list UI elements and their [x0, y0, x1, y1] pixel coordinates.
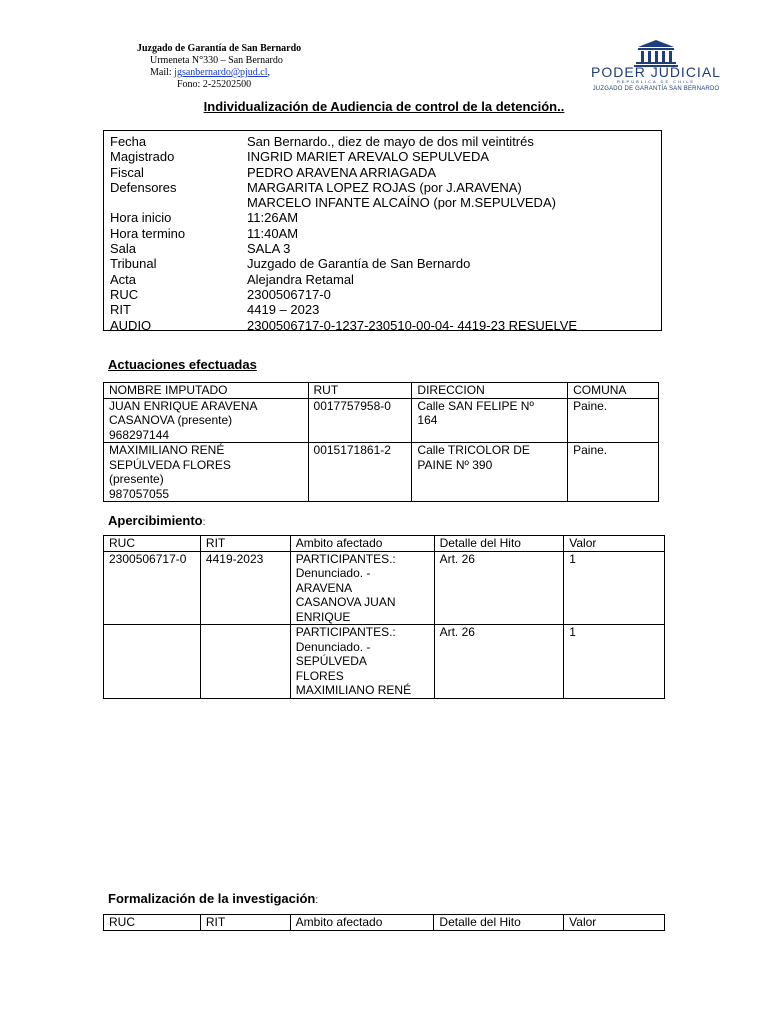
info-row: [110, 210, 655, 225]
rut-cell: 0015171861-2: [308, 443, 412, 502]
info-value: 4419 – 2023: [247, 302, 320, 318]
cell-line: ENRIQUE: [295, 609, 351, 624]
cell-line: CASANOVA (presente): [109, 413, 233, 427]
table-header-row: [104, 536, 665, 552]
direccion-cell: [412, 398, 568, 443]
info-key: Fecha: [110, 134, 147, 149]
info-value: 11:40AM: [247, 225, 299, 241]
info-key: Fiscal: [110, 164, 144, 180]
info-key: Tribunal: [110, 256, 157, 272]
detalle-cell: Art. 26: [434, 625, 564, 699]
info-row: [110, 256, 655, 271]
info-key: Hora inicio: [110, 210, 172, 226]
valor-cell: 1: [564, 625, 665, 699]
table-header-cell: NOMBRE IMPUTADO: [104, 383, 309, 399]
info-row: [110, 287, 655, 302]
info-key: Acta: [110, 271, 137, 287]
info-value: INGRID MARIET AREVALO SEPULVEDA: [247, 149, 490, 165]
info-row: [110, 165, 655, 180]
table-row: [104, 443, 659, 502]
ambito-cell: [290, 551, 434, 625]
cell-line: PARTICIPANTES.:: [295, 625, 396, 639]
table-row: [104, 625, 665, 699]
table-header-cell: Valor: [564, 915, 665, 931]
table-header-cell: Detalle del Hito: [434, 536, 564, 552]
table-header-cell: RUT: [308, 383, 412, 399]
info-key: Hora termino: [110, 225, 186, 241]
info-value: San Bernardo., diez de mayo de dos mil veintitrés: [247, 134, 534, 149]
cell-line: Calle SAN FELIPE Nº: [417, 398, 534, 413]
info-row: [110, 272, 655, 287]
actuaciones-table: [103, 382, 659, 502]
info-key: Defensores: [110, 179, 177, 195]
hearing-info-box: [103, 130, 662, 331]
info-row: [110, 302, 655, 317]
cell-line: Denunciado. -: [295, 566, 371, 580]
document-title: Individualización de Audiencia de control de la detención..: [203, 99, 565, 114]
apercibimiento-table: [103, 535, 665, 699]
apercibimiento-label: Apercibimiento: [108, 513, 203, 528]
logo-subtitle: JUZGADO DE GARANTÍA SAN BERNARDO: [592, 86, 720, 92]
cell-line: 164: [417, 413, 438, 427]
table-header-cell: RIT: [200, 915, 290, 931]
cell-line: MAXIMILIANO RENÉ: [295, 683, 412, 697]
imputado-name-cell: [104, 398, 309, 443]
ambito-cell: [290, 625, 434, 699]
info-row: [110, 134, 655, 149]
cell-line: Calle TRICOLOR DE: [417, 443, 530, 457]
formalizacion-label: Formalización de la investigación: [108, 891, 316, 906]
info-value: MARGARITA LOPEZ ROJAS (por J.ARAVENA): [247, 179, 522, 195]
table-row: [104, 551, 665, 625]
court-address: Urmeneta N°330 – San Bernardo: [150, 55, 283, 66]
info-key: AUDIO: [110, 317, 152, 333]
info-key: RIT: [110, 302, 131, 318]
table-header-row: [104, 383, 659, 399]
detalle-cell: Art. 26: [434, 551, 564, 625]
imputado-name-cell: [104, 443, 309, 502]
info-value: MARCELO INFANTE ALCAÍNO (por M.SEPULVEDA): [247, 195, 556, 211]
table-header-cell: DIRECCION: [412, 383, 568, 399]
info-row: [110, 226, 655, 241]
ruc-cell: [104, 625, 201, 699]
poder-judicial-logo: [578, 38, 734, 92]
info-key: RUC: [110, 286, 139, 302]
info-row: [110, 180, 655, 195]
table-header-row: [104, 915, 665, 931]
mail-label: Mail:: [150, 67, 175, 78]
info-key: Sala: [110, 241, 137, 257]
cell-line: JUAN ENRIQUE ARAVENA: [109, 398, 258, 413]
info-value: 2300506717-0: [247, 286, 331, 302]
cell-line: SEPÚLVEDA FLORES: [109, 457, 231, 472]
table-header-cell: Detalle del Hito: [434, 915, 564, 931]
info-value: Alejandra Retamal: [247, 271, 354, 287]
info-value: Juzgado de Garantía de San Bernardo: [247, 256, 471, 272]
apercibimiento-title: [108, 513, 205, 528]
info-value: SALA 3: [247, 241, 291, 257]
comuna-cell: Paine.: [568, 443, 659, 502]
cell-line: MAXIMILIANO RENÉ: [109, 443, 225, 457]
comuna-cell: Paine.: [568, 398, 659, 443]
formalizacion-title: [108, 891, 318, 906]
table-header-cell: Ambito afectado: [290, 915, 434, 931]
cell-line: (presente): [109, 472, 164, 486]
rut-cell: 0017757958-0: [308, 398, 412, 443]
info-row: [110, 241, 655, 256]
court-mail-line: [137, 67, 301, 79]
cell-line: PARTICIPANTES.:: [295, 551, 396, 566]
table-row: [104, 398, 659, 443]
direccion-cell: [412, 443, 568, 502]
court-phone: Fono: 2-25202500: [177, 79, 252, 90]
formalizacion-table: [103, 914, 665, 931]
cell-line: FLORES: [295, 668, 344, 683]
info-value: 11:26AM: [247, 210, 299, 226]
formalizacion-colon: :: [315, 895, 319, 906]
logo-republic: REPÚBLICA DE CHILE: [616, 79, 695, 84]
table-header-cell: RIT: [200, 536, 290, 552]
logo-title: PODER JUDICIAL: [591, 64, 721, 80]
info-value: PEDRO ARAVENA ARRIAGADA: [247, 164, 437, 180]
cell-line: ARAVENA: [295, 580, 353, 595]
table-header-cell: RUC: [104, 536, 201, 552]
mail-suffix: ,: [267, 67, 271, 78]
cell-line: Denunciado. -: [295, 639, 371, 654]
info-value: 2300506717-0-1237-230510-00-04- 4419-23 RESUELVE: [247, 317, 578, 333]
court-header: [137, 43, 301, 91]
info-key: [110, 195, 247, 210]
table-header-cell: Ambito afectado: [290, 536, 434, 552]
cell-line: 987057055: [109, 486, 170, 501]
cell-line: PAINE Nº 390: [417, 457, 493, 472]
ruc-cell: 2300506717-0: [104, 551, 201, 625]
court-name: Juzgado de Garantía de San Bernardo: [137, 43, 302, 54]
info-row: [110, 195, 655, 210]
table-header-cell: Valor: [564, 536, 665, 552]
table-header-cell: COMUNA: [568, 383, 659, 399]
rit-cell: 4419-2023: [200, 551, 290, 625]
mail-link[interactable]: jgsanbernardo@pjud.cl: [174, 67, 268, 78]
cell-line: CASANOVA JUAN: [295, 595, 396, 609]
cell-line: SEPÚLVEDA: [295, 654, 367, 668]
rit-cell: [200, 625, 290, 699]
apercibimiento-colon: :: [202, 517, 206, 528]
table-header-cell: RUC: [104, 915, 201, 931]
cell-line: 968297144: [109, 427, 170, 442]
info-key: Magistrado: [110, 149, 175, 165]
actuaciones-title: Actuaciones efectuadas: [108, 357, 257, 372]
info-row: [110, 149, 655, 164]
valor-cell: 1: [564, 551, 665, 625]
info-row: [110, 318, 655, 333]
